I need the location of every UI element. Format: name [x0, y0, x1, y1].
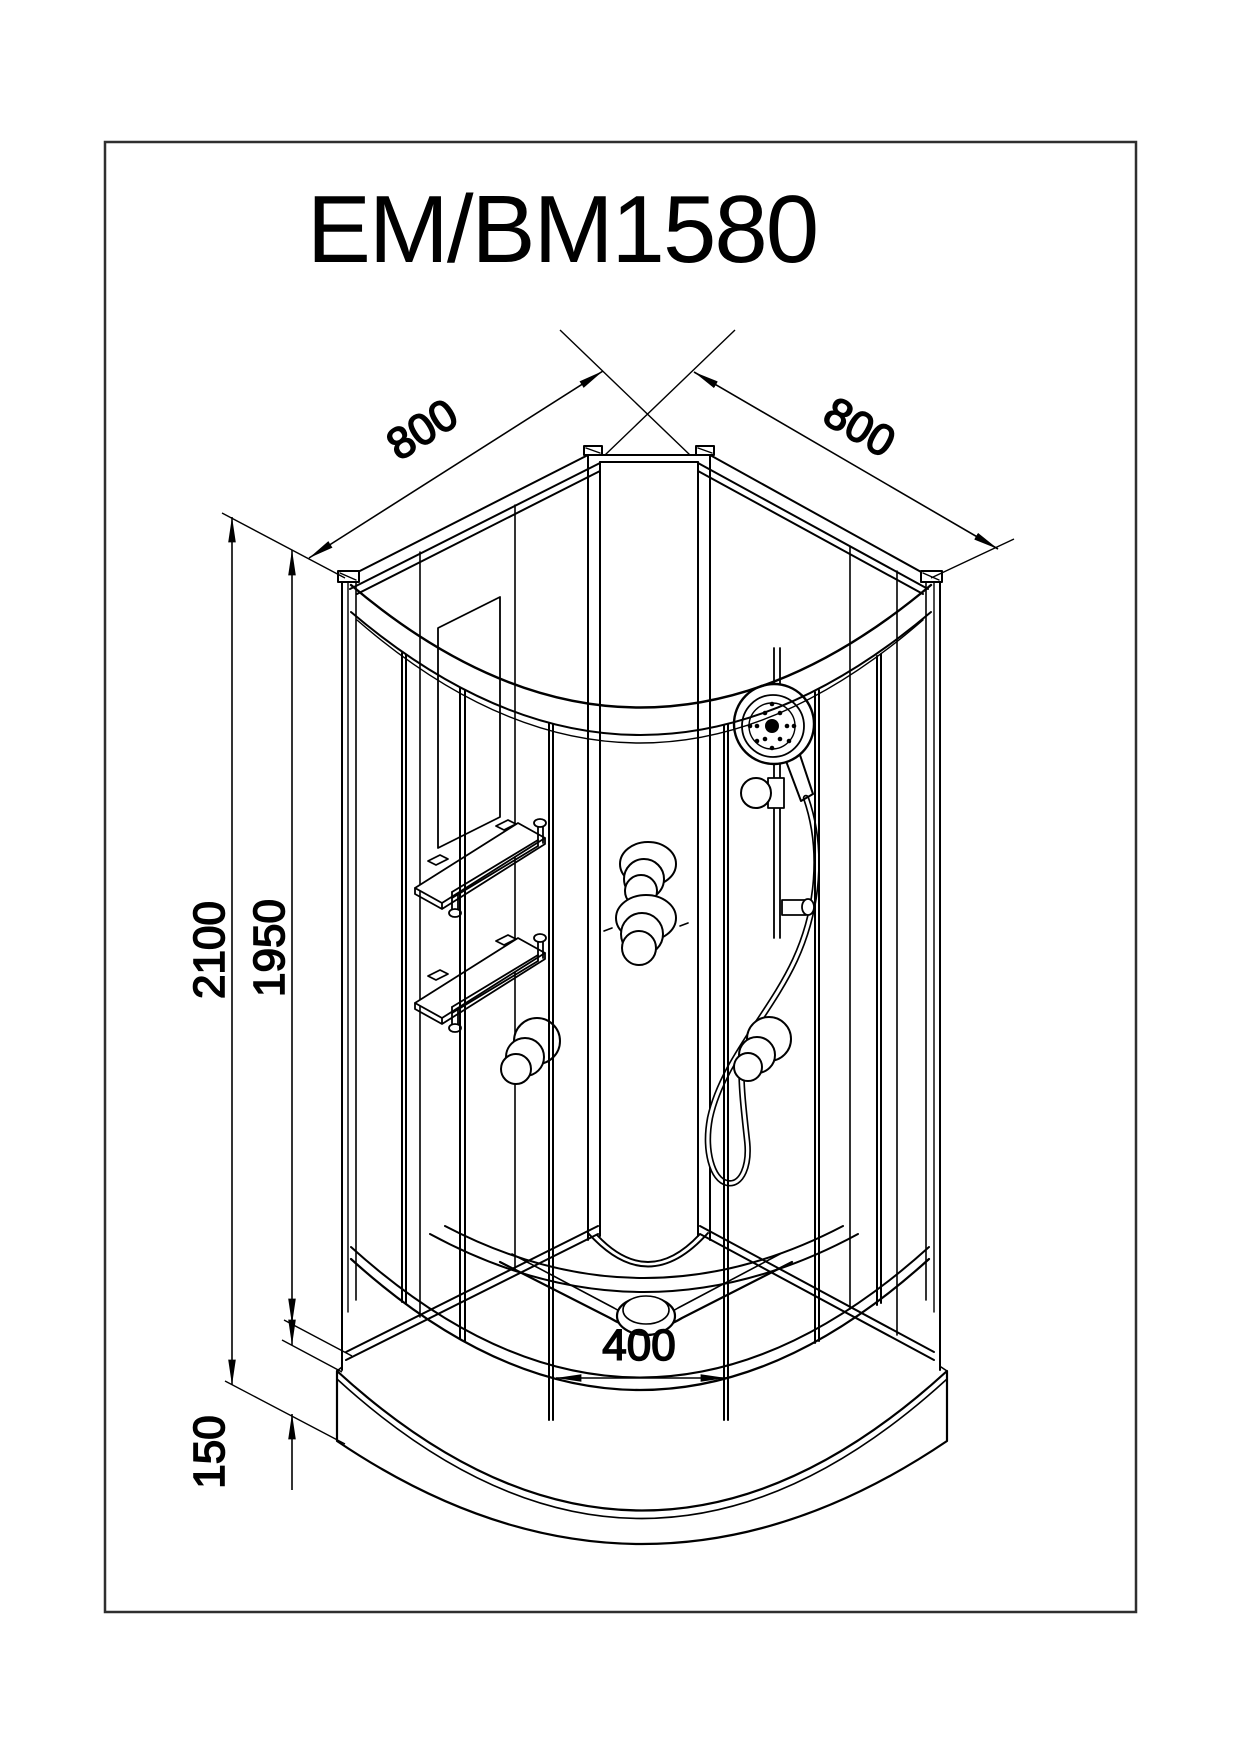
extension-line	[225, 1381, 345, 1444]
dimension-label-width-left: 800	[378, 389, 467, 470]
dimension-800-right	[694, 372, 998, 549]
shower-tray-interior	[430, 1226, 858, 1335]
mirror-panel	[438, 597, 500, 848]
corner-shelf-upper	[415, 819, 546, 917]
faucet-knobs	[501, 842, 791, 1084]
dimension-label-width-right: 800	[815, 387, 904, 468]
extension-line	[931, 539, 1014, 578]
sheet-border	[105, 142, 1136, 1612]
dimension-label-height-cabin: 1950	[245, 899, 294, 997]
shower-tray-skirt	[337, 1367, 947, 1544]
extension-line	[222, 513, 345, 578]
corner-shelf-lower	[415, 934, 546, 1032]
dimension-label-door-opening: 400	[602, 1321, 676, 1370]
holder-knob	[741, 778, 771, 808]
dimension-label-tray-height: 150	[185, 1415, 234, 1489]
shower-cabin-drawing	[337, 446, 947, 1544]
dimension-800-left	[309, 371, 603, 558]
dimension-label-height-total: 2100	[185, 901, 234, 999]
page-title: EM/BM1580	[306, 176, 818, 283]
dimension-150	[185, 1300, 292, 1490]
dimension-1950	[245, 550, 294, 1324]
dimension-400	[556, 1321, 726, 1378]
dimension-2100	[185, 517, 234, 1385]
extension-line	[282, 1340, 342, 1372]
